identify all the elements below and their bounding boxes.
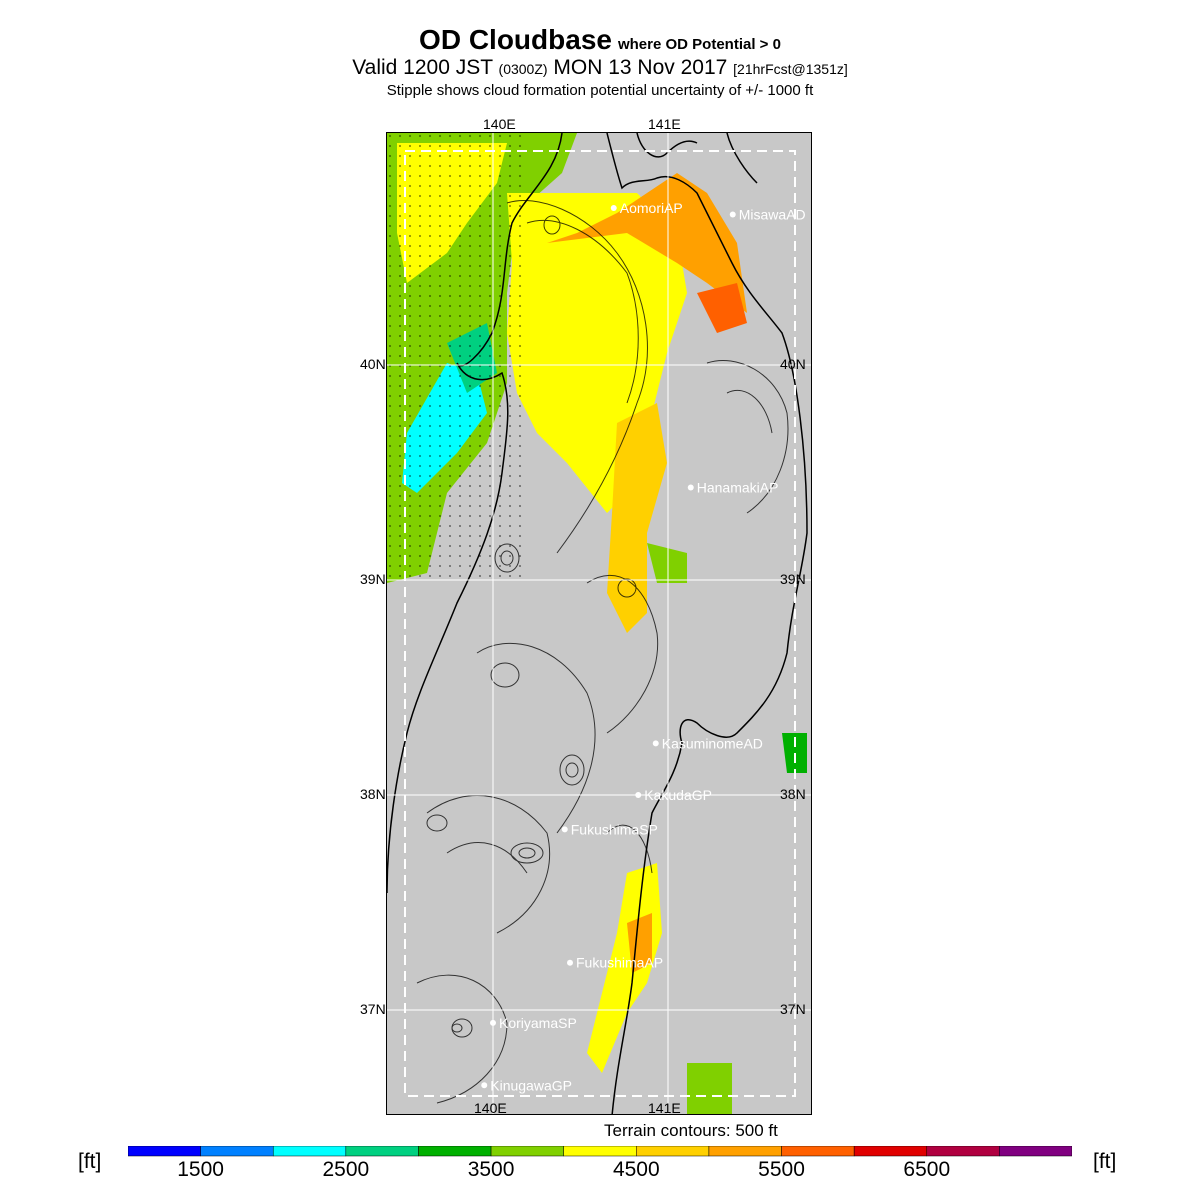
terrain-note: Terrain contours: 500 ft	[604, 1121, 778, 1140]
valid-zulu: (0300Z)	[498, 61, 548, 77]
lon-top-140: 140E	[483, 116, 516, 132]
lat-right-39: 39N	[780, 571, 806, 587]
station-label: KakudaGP	[644, 787, 712, 803]
colorbar-segment	[782, 1146, 855, 1156]
colorbar-tick-label: 3500	[467, 1158, 515, 1181]
colorbar-segment	[128, 1146, 201, 1156]
title-main: OD Cloudbase	[419, 24, 612, 55]
stipple-note: Stipple shows cloud formation potential uncertainty of +/- 1000 ft	[386, 82, 814, 99]
lat-right-37: 37N	[780, 1001, 806, 1017]
station-label: KoriyamaSP	[499, 1014, 577, 1031]
colorbar-unit-right: [ft]	[1093, 1150, 1117, 1173]
lat-right-38: 38N	[780, 786, 806, 802]
valid-time	[0, 56, 1200, 80]
forecast-info: [21hrFcst@1351z]	[733, 61, 848, 77]
lat-left-38: 38N	[360, 786, 386, 802]
colorbar-segment	[927, 1146, 1000, 1156]
field-green-se	[687, 1063, 732, 1115]
colorbar-segment	[564, 1146, 637, 1156]
station-label: KinugawaGP	[490, 1077, 572, 1094]
colorbar-tick-label: 5500	[758, 1158, 805, 1181]
colorbar-segment	[346, 1146, 419, 1156]
station-label: FukushimaSP	[570, 821, 658, 838]
colorbar-tick-label: 4500	[612, 1158, 660, 1181]
colorbar-segment	[201, 1146, 274, 1156]
colorbar-tick-label: 1500	[177, 1158, 224, 1181]
station-label: AomoriAP	[619, 200, 683, 217]
colorbar-tick-label: 6500	[903, 1158, 951, 1181]
colorbar-segment	[418, 1146, 491, 1156]
stipple-overlay	[387, 133, 527, 583]
colorbar	[128, 1146, 1072, 1158]
station-dot	[688, 485, 694, 491]
station-label: HanamakiAP	[696, 479, 779, 496]
colorbar-segment	[636, 1146, 709, 1156]
lat-left-37: 37N	[360, 1001, 386, 1017]
colorbar-segment	[854, 1146, 927, 1156]
station-dot	[481, 1082, 487, 1088]
colorbar-unit-left: [ft]	[78, 1150, 102, 1173]
lon-top-141: 141E	[648, 116, 681, 132]
valid-date: MON 13 Nov 2017	[553, 56, 728, 79]
map-title	[0, 24, 1200, 56]
station-dot	[653, 740, 659, 746]
lon-bottom-141: 141E	[648, 1100, 681, 1116]
colorbar-segment	[491, 1146, 564, 1156]
colorbar-tick-label: 2500	[322, 1158, 370, 1181]
station-dot	[490, 1020, 496, 1026]
valid-prefix: Valid 1200 JST	[352, 56, 493, 79]
station-label: FukushimaAP	[576, 954, 664, 971]
station-dot	[730, 212, 736, 218]
station-dot	[635, 792, 641, 798]
station-dot	[567, 960, 573, 966]
lat-left-39: 39N	[360, 571, 386, 587]
lat-left-40: 40N	[360, 356, 386, 372]
station-dot	[562, 826, 568, 832]
title-qualifier: where OD Potential > 0	[617, 36, 781, 53]
map-canvas	[387, 133, 812, 1115]
map-panel	[386, 132, 812, 1115]
station-label: KasuminomeAD	[661, 735, 763, 752]
lat-right-40: 40N	[780, 356, 806, 372]
colorbar-segment	[999, 1146, 1072, 1156]
colorbar-segment	[273, 1146, 346, 1156]
lon-bottom-140: 140E	[474, 1100, 507, 1116]
station-label: MisawaAD	[738, 206, 806, 223]
station-dot	[611, 205, 617, 211]
colorbar-segment	[709, 1146, 782, 1156]
